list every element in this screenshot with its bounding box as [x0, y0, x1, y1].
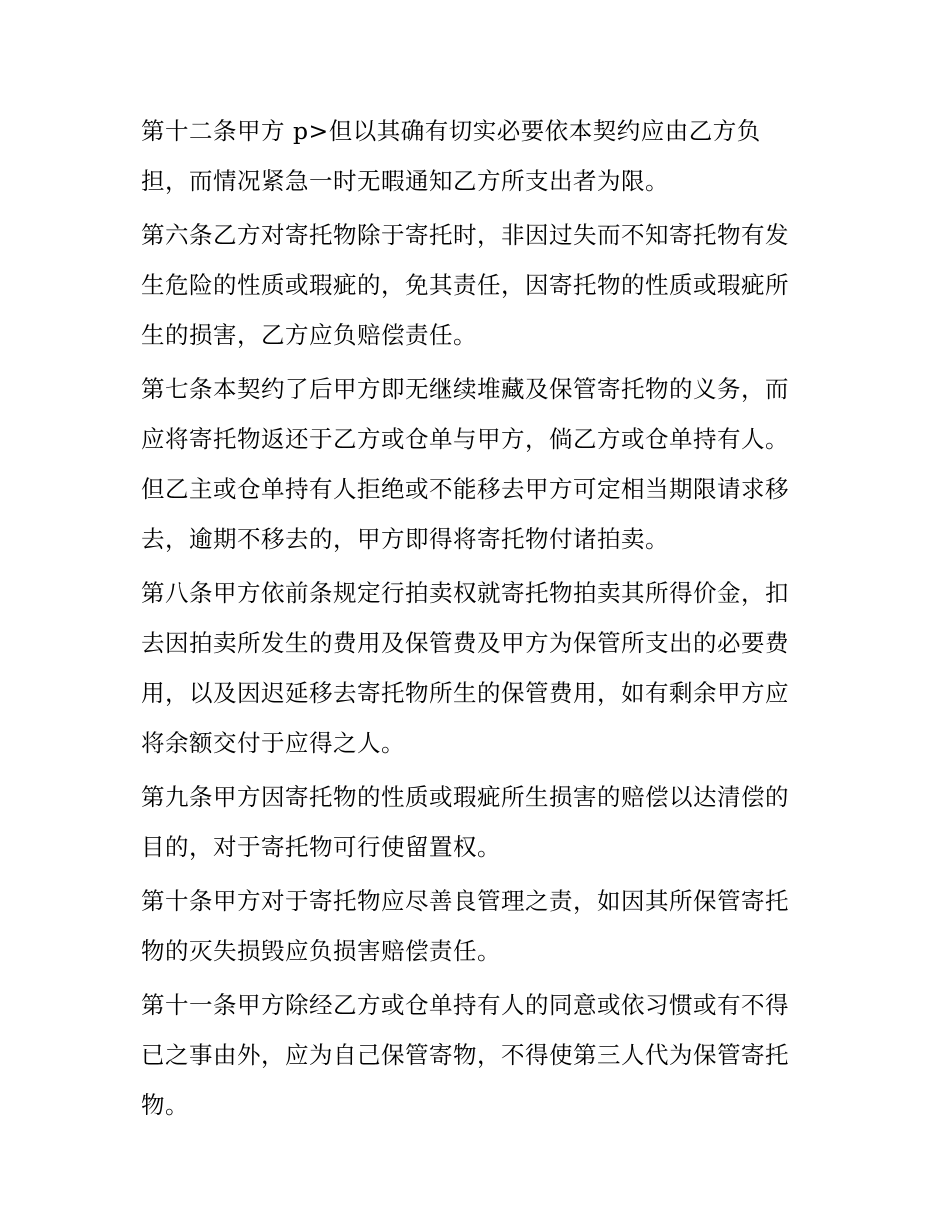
clause-6-paragraph: 第六条乙方对寄托物除于寄托时，非因过失而不知寄托物有发 生危险的性质或瑕疵的，免其责任，因寄托物的性质或瑕疵所 生的损害，乙方应负赔偿责任。 — [141, 221, 789, 349]
clause-8-paragraph: 第八条甲方依前条规定行拍卖权就寄托物拍卖其所得价金，扣 去因拍卖所发生的费用及保管费及甲方为保管所支出的必要费 用，以及因迟延移去寄托物所生的保管费用，如有剩余甲方应 将余额交付于应得之人。 — [141, 579, 789, 757]
clause-7-paragraph: 第七条本契约了后甲方即无继续堆藏及保管寄托物的义务，而 应将寄托物返还于乙方或仓单与甲方，倘乙方或仓单持有人。 但乙主或仓单持有人拒绝或不能移去甲方可定相当期限请求移 去，逾期不移去的，甲方即得将寄托物付诸拍卖。 — [141, 375, 789, 553]
document-body — [141, 106, 821, 1134]
clause-9-paragraph: 第九条甲方因寄托物的性质或瑕疵所生损害的赔偿以达清偿的 目的，对于寄托物可行使留置权。 — [141, 783, 789, 861]
clause-11-paragraph: 第十一条甲方除经乙方或仓单持有人的同意或依习惯或有不得 已之事由外，应为自己保管寄物，不得使第三人代为保管寄托 物。 — [141, 991, 789, 1119]
clause-12-paragraph: 第十二条甲方 p>但以其确有切实必要依本契约应由乙方负 担，而情况紧急一时无暇通知乙方所支出者为限。 — [141, 117, 761, 195]
clause-10-paragraph: 第十条甲方对于寄托物应尽善良管理之责，如因其所保管寄托 物的灭失损毁应负损害赔偿责任。 — [141, 887, 789, 965]
